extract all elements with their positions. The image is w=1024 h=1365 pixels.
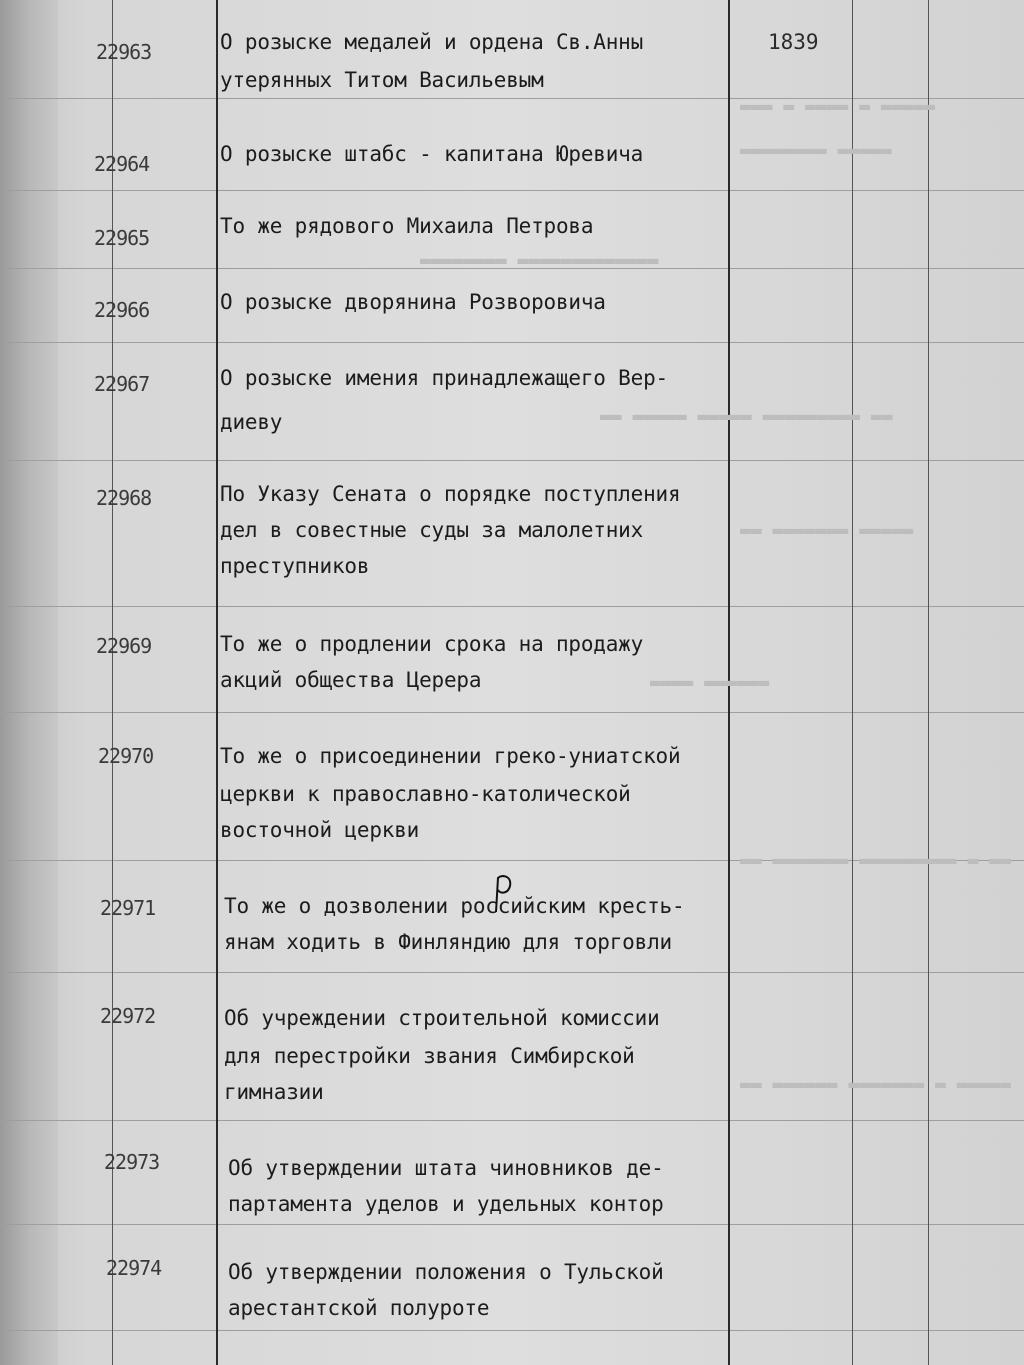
case-title-line: По Указу Сената о порядке поступления: [220, 482, 681, 506]
ruled-line: [0, 606, 1024, 607]
bleed-through-text: ▬▬ ▬▬▬▬▬▬▬ ▬▬▬▬▬▬▬▬▬ ▬ ▬▬: [740, 850, 1011, 871]
case-title-line: Об утверждении штата чиновников де-: [228, 1156, 664, 1180]
case-title-line: для перестройки звания Симбирской: [224, 1044, 635, 1068]
case-title-line: преступников: [220, 554, 370, 578]
case-number: 22963: [96, 40, 152, 64]
bleed-through-text: ▬▬▬▬ ▬▬▬▬▬▬: [650, 672, 770, 693]
case-number: 22974: [106, 1256, 162, 1280]
column-rule: [928, 0, 929, 1365]
case-title-line: То же о продлении срока на продажу: [220, 632, 644, 656]
case-number: 22971: [100, 896, 156, 920]
ruled-line: [0, 712, 1024, 713]
case-number: 22970: [98, 744, 154, 768]
case-number: 22964: [94, 152, 150, 176]
ruled-line: [0, 1330, 1024, 1331]
ruled-line: [0, 972, 1024, 973]
bleed-through-text: ▬▬ ▬▬▬▬▬▬ ▬▬▬▬▬▬▬ ▬ ▬▬▬▬▬: [740, 1074, 1011, 1095]
case-title-line: гимназии: [224, 1080, 324, 1104]
case-number: 22966: [94, 298, 150, 322]
case-title-line: О розыске имения принадлежащего Вер-: [220, 366, 668, 390]
case-title-line: янам ходить в Финляндию для торговли: [224, 930, 672, 954]
bleed-through-text: ▬▬ ▬▬▬▬▬▬▬ ▬▬▬▬▬: [740, 520, 914, 541]
case-number: 22972: [100, 1004, 156, 1028]
case-number: 22968: [96, 486, 152, 510]
ruled-line: [0, 1120, 1024, 1121]
case-title-line: диеву: [220, 410, 283, 434]
case-title-line: восточной церкви: [220, 818, 420, 842]
column-rule: [852, 0, 853, 1365]
case-title-line: арестантской полуроте: [228, 1296, 490, 1320]
case-title-line: Об утверждении положения о Тульской: [228, 1260, 664, 1284]
case-title-line: акций общества Церера: [220, 668, 482, 692]
handwritten-correction-mark: [490, 872, 516, 916]
case-title-line: О розыске штабс - капитана Юревича: [220, 142, 644, 166]
ruled-line: [0, 342, 1024, 343]
case-number: 22965: [94, 226, 150, 250]
column-rule: [216, 0, 218, 1365]
bleed-through-text: ▬▬ ▬▬▬▬▬ ▬▬▬▬▬ ▬▬▬▬▬▬▬▬▬ ▬▬: [600, 406, 893, 427]
case-title-line: О розыске дворянина Розворовича: [220, 290, 606, 314]
case-number: 22969: [96, 634, 152, 658]
case-title-line: утерянных Титом Васильевым: [220, 68, 544, 92]
ruled-line: [0, 1224, 1024, 1225]
case-title-line: церкви к православно-католической: [220, 782, 631, 806]
case-title-line: партамента уделов и удельных контор: [228, 1192, 664, 1216]
case-number: 22973: [104, 1150, 160, 1174]
year-label: 1839: [768, 30, 819, 54]
bleed-through-text: ▬▬▬ ▬ ▬▬▬▬ ▬ ▬▬▬▬▬: [740, 96, 936, 117]
ruled-line: [0, 460, 1024, 461]
case-title-line: То же о дозволении российским кресть-: [224, 894, 685, 918]
case-title-line: То же рядового Михаила Петрова: [220, 214, 594, 238]
page-binding-shadow: [0, 0, 58, 1365]
case-title-line: О розыске медалей и ордена Св.Анны: [220, 30, 644, 54]
case-number: 22967: [94, 372, 150, 396]
ruled-line: [0, 190, 1024, 191]
bleed-through-text: ▬▬▬▬▬▬▬▬ ▬▬▬▬▬▬▬▬▬▬▬▬▬: [420, 250, 659, 271]
case-title-line: дел в совестные суды за малолетних: [220, 518, 644, 542]
bleed-through-text: ▬▬▬▬▬▬▬▬ ▬▬▬▬▬: [740, 140, 892, 161]
case-title-line: Об учреждении строительной комиссии: [224, 1006, 660, 1030]
case-title-line: То же о присоединении греко-униатской: [220, 744, 681, 768]
